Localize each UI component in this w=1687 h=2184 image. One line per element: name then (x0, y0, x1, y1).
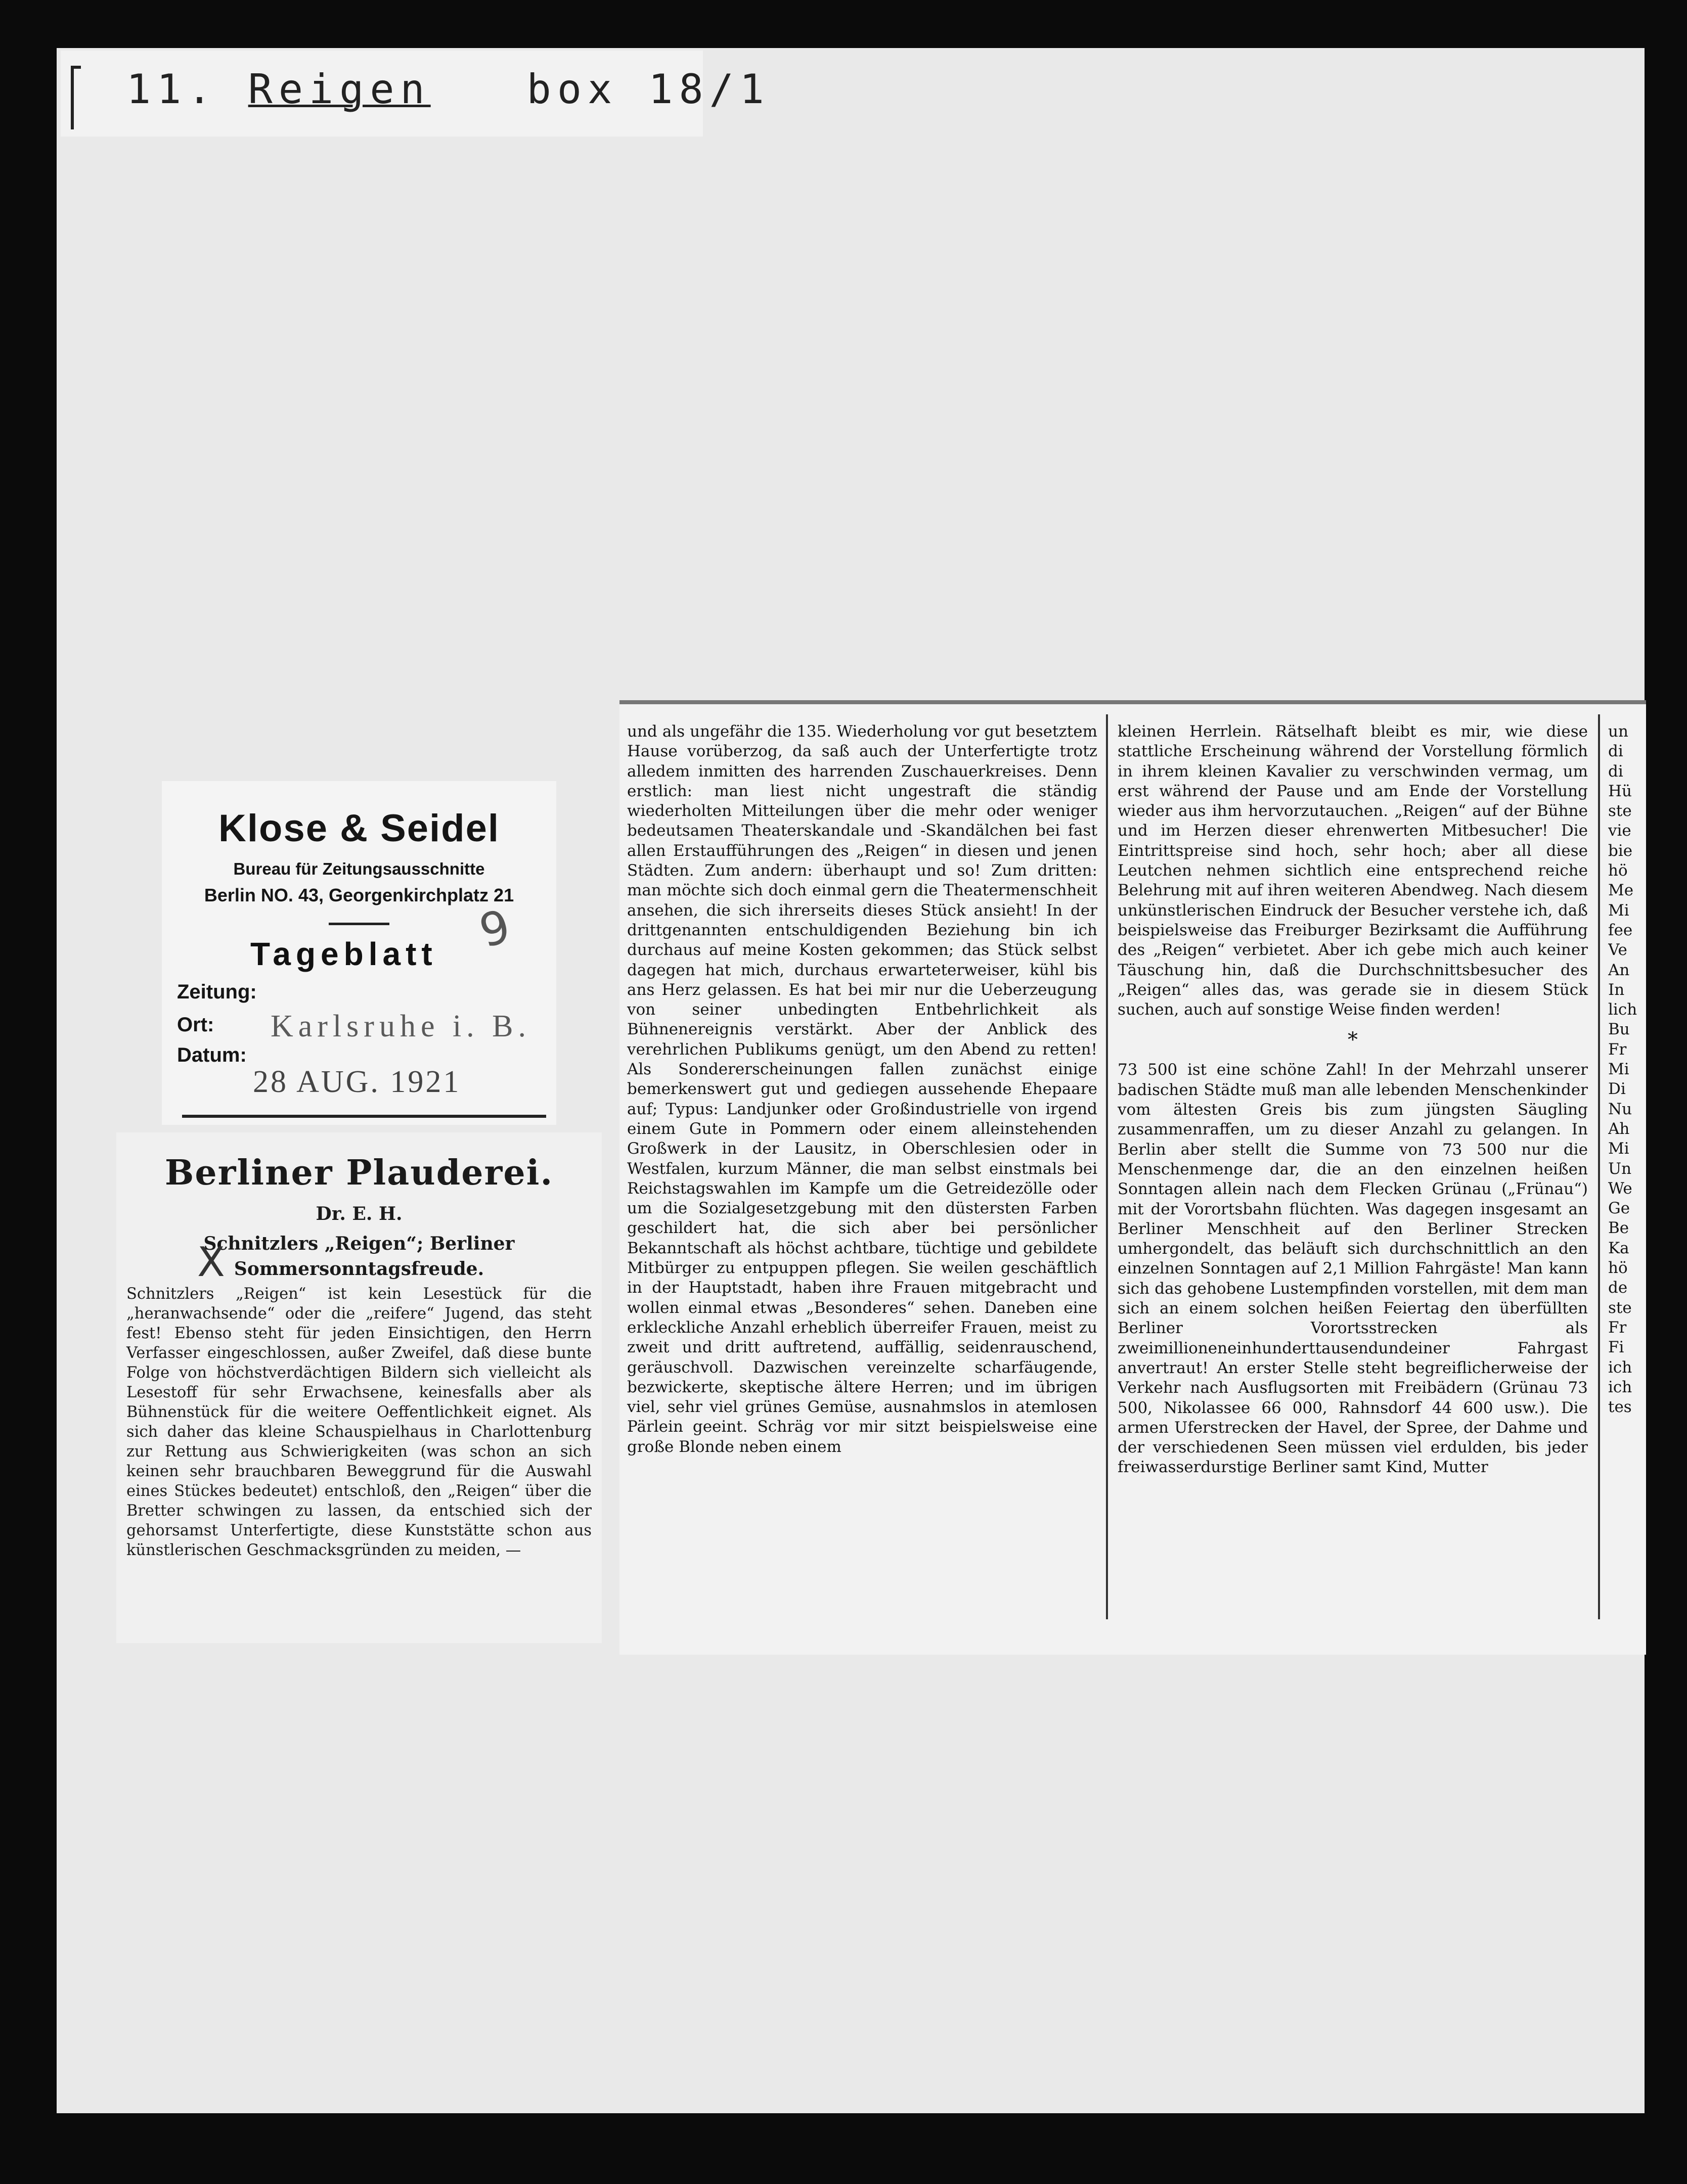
article-column-2-part-2: 73 500 ist eine schöne Zahl! In der Mehrzahl unserer badischen Städte muß man alle lebenden Menschenkinder vom ältesten Greis bis zum jüngsten Säugling zusammenraffen, um zu dieser Anzahl zu gelangen. In Berlin aber stellt die Summe von 73 500 nur die Menschenmenge dar, die an den einzelnen heißen Sonntagen allein nach dem Flecken Grünau („Frünau“) mit der Vorortsbahn flüchten. Was dagegen insgesamt an Berliner Menschheit auf den Berliner Strecken umhergondelt, das beläuft sich durchschnittlich an den einzelnen Sonntagen auf 2,1 Million Fahrgäste! Man kann sich das gehobene Lustempfinden vorstellen, mit dem man sich an einem solchen heißen Feiertag den überfüllten Berliner Vorortsstrecken als zweimillioneneinhunderttausendundeiner Fahrgast anvertraut! An erster Stelle steht begreiflicherweise der Verkehr nach Ausflugsorten mit Freibädern (Grünau 73 500, Nikolassee 66 000, Rahnsdorf 44 600 usw.). Die armen Uferstrecken der Havel, der Spree, der Dahme und der verschiedenen Seen müssen viel erdulden, bis jeder freiwasserdurstige Berliner samt Kind, Mutter (1118, 1061, 1588, 1477)
article-subhead: Schnitzlers „Reigen“; Berliner Sommersonntagsfreude. (203, 1233, 515, 1280)
margin-mark: 9 (474, 899, 516, 959)
address-line: Berlin NO. 43, Georgenkirchplatz 21 (204, 885, 514, 905)
firm-name: Klose & Seidel (218, 807, 500, 850)
field-datum-label: Datum: (177, 1044, 247, 1066)
column-rule (1598, 714, 1600, 1619)
folder-title: Reigen (248, 66, 431, 113)
box-number: box 18/1 (526, 66, 770, 113)
stamp-rule (329, 923, 389, 925)
corner-mark (71, 66, 81, 129)
folder-number: 11. (126, 66, 218, 113)
stamp-bottom-rule (182, 1115, 546, 1118)
article-body-left: Schnitzlers „Reigen“ ist kein Lesestück für die „heranwachsende“ oder die „reifere“ Jugend, das steht fest! Ebenso steht für jeden Einsichtigen, den Herrn Verfasser eingeschlossen, außer Zweifel, daß diese bunte Folge von höchstverdächtigen Bildern sich vielleicht als Lesestoff für sehr Erwachsene, keinesfalls aber als Bühnenstück für die weitere Oeffentlichkeit eignet. Als sich daher das kleine Schauspielhaus in Charlottenburg zur Rettung aus Schwierigkeiten (was schon an sich keinen sehr brauchbaren Beweggrund für die Auswahl eines Stückes bedeutet) entschloß, den „Reigen“ über die Bretter schwingen zu lassen, da entschied sich der gehorsamst Unterfertigte, diese Kunststätte schon aus künstlerischen Geschmacksgründen zu meiden, — (126, 1285, 592, 1559)
article-column-2-part-1: kleinen Herrlein. Rätselhaft bleibt es mir, wie diese stattliche Erscheinung während der Vorstellung förmlich in ihrem kleinen Kavalier zu verschwinden vermag, um erst während der Pause und am Ende der Vorstellung wieder aus ihm hervorzutauchen. „Reigen“ auf der Bühne und im Herzen dieser ehrenwerten Mitbesucher! Die Eintrittspreise sind hoch, sehr hoch; aber all diese Leutchen nehmen sichtlich eine entsprechend reiche Belehrung mit auf ihren weiteren Abendweg. Nach diesem unkünstlerischen Eindruck der Besucher verstehe ich, daß beispielsweise das Freiburger Bezirksamt die Aufführung des „Reigen“ verbietet. Aber ich gebe mich auch keiner Täuschung hin, daß die Durchschnittsbesucher des „Reigen“ alles das, was gerade sie in diesem Stück suchen, auch auf sonstige Weise finden werden! (1118, 722, 1588, 1019)
article-author: Dr. E. H. (316, 1203, 403, 1224)
place-value: Karlsruhe i. B. (271, 1009, 531, 1043)
article-column-3-cut: un di di Hü ste vie bie hö Me Mi fee Ve An In lich Bu Fr Mi Di Nu Ah Mi Un We Ge Be Ka hö de ste Fr Fi ich ich tes (1608, 722, 1637, 1417)
archive-label-text (126, 66, 770, 113)
archive-label (61, 51, 770, 136)
article-headline: Berliner Plauderei. (164, 1153, 554, 1193)
newspaper-name: Tageblatt (250, 936, 437, 972)
pencil-mark: X (197, 1239, 225, 1286)
article-clipping-main (619, 700, 1646, 1655)
article-column-1: und als ungefähr die 135. Wiederholung vor gut besetztem Hause vorüberzog, da saß auch der Unterfertigte trotz alledem inmitten des harrenden Zuschauerkreises. Denn erstlich: man liest nicht ungestraft die ständig wiederholten Mitteilungen über die mehr oder weniger bedeutsamen Theaterskandale und -Skandälchen bei fast allen Erstaufführungen des „Reigen“ in diesen und jenen Städten. Zum andern: überhaupt und so! Zum dritten: man möchte sich doch einmal gern die Theatermenschheit ansehen, die sich ihrerseits dieses Stück ansieht! In der drittgenannten entschuldigenden Beziehung bin ich durchaus auf meine Kosten gekommen; das Stück selbst dagegen hat mich, durchaus erwarteterweiser, kühl bis ans Herz gelassen. Es hat bei mir nur die Ueberzeugung von seiner unbedingten Entbehrlichkeit als Bühnenereignis verstärkt. Aber der Anblick des verehrlichen Publikums genügt, um den Abend zu retten! Als Sondererscheinungen fallen zunächst einige bemerkenswert gut und gediegen aussehende Ehepaare auf; Typus: Landjunker oder Großindustrielle von irgend einem Gute in Pommern oder einem alleinstehenden Großwerk in der Lausitz, in Oberschlesien oder in Westfalen, kurzum Männer, die man selbst einstmals bei Reichstagswahlen im Kampfe um die Getreidezölle oder um die Sozialgesetzgebung mit den düstersten Farben geschildert hat, die sich aber bei persönlicher Bekanntschaft als höchst achtbare, tüchtige und gebildete Mitbürger zu entpuppen pflegen. Sie weilen geschäftlich in der Hauptstadt, haben ihre Frauen mitgebracht und wollen einmal etwas „Besonderes“ sehen. Daneben eine erkleckliche Anzahl erheblich überreifer Frauen, meist zu zweit und dritt auftretend, auffällig, seidenrauschend, geräuschvoll. Dazwischen vereinzelte scharfäugende, bezwickerte, skeptische ältere Herren; und im übrigen viel, sehr viel grünes Gemüse, ausnahmslos in atemlosen Pärlein geeint. Schräg vor mir sitzt beispielsweise eine große Blonde neben einem (627, 722, 1097, 1456)
date-value: 28 AUG. 1921 (253, 1065, 461, 1099)
clipping-service-stamp (162, 781, 556, 1125)
bureau-line: Bureau für Zeitungsausschnitte (233, 859, 485, 878)
section-star: * (1348, 1028, 1358, 1052)
article-column-2 (1118, 722, 1588, 1478)
article-clipping-left (116, 1132, 602, 1643)
field-ort-label: Ort: (177, 1014, 214, 1036)
field-zeitung-label: Zeitung: (177, 981, 257, 1003)
column-rule (1106, 714, 1108, 1619)
